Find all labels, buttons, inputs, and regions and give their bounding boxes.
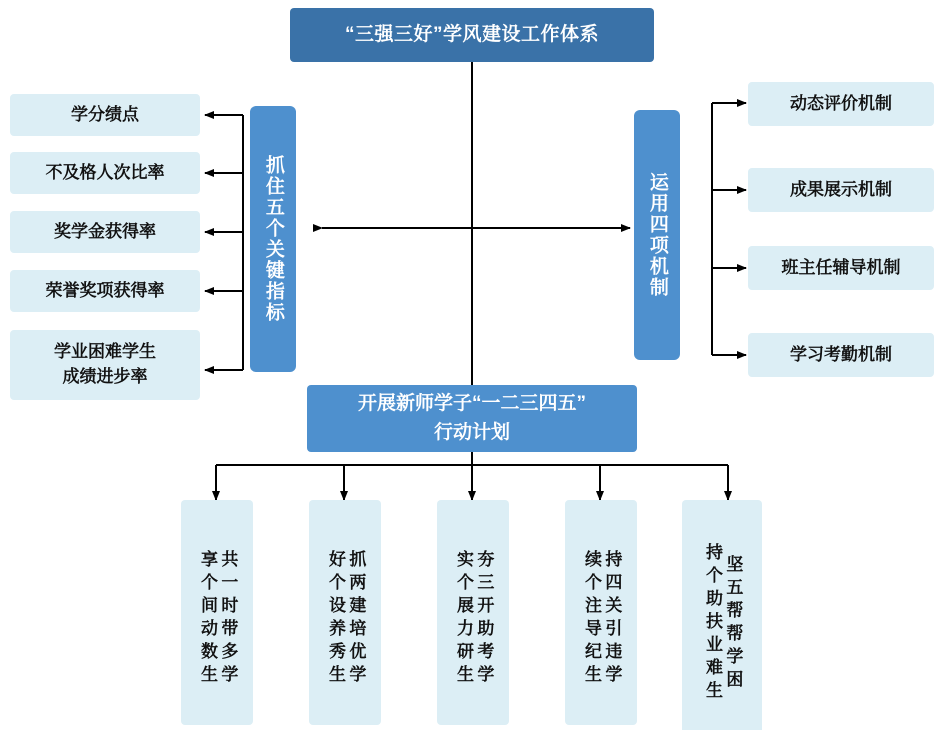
bottom-item-3 bbox=[565, 500, 637, 725]
bottom-item-2 bbox=[437, 500, 509, 725]
right-item-3: 学习考勤机制 bbox=[748, 333, 934, 377]
left-item-0: 学分绩点 bbox=[10, 94, 200, 136]
left-pillar-node: 抓住五个关键指标 bbox=[250, 106, 296, 372]
bottom-item-0-right: 共一时带多学 bbox=[218, 549, 238, 688]
right-pillar-node: 运用四项机制 bbox=[634, 110, 680, 360]
left-item-4-line1: 学业困难学生 bbox=[54, 342, 156, 362]
bottom-item-2-right: 夯三开助考学 bbox=[474, 549, 494, 688]
left-item-3: 荣誉奖项获得率 bbox=[10, 270, 200, 312]
left-item-1: 不及格人次比率 bbox=[10, 152, 200, 194]
bottom-item-2-left: 实个展力研生 bbox=[454, 549, 473, 688]
bottom-item-1-left: 好个设养秀生 bbox=[326, 549, 345, 688]
bottom-item-3-left: 续个注导纪生 bbox=[582, 549, 601, 688]
left-item-4 bbox=[10, 330, 200, 400]
right-item-1: 成果展示机制 bbox=[748, 168, 934, 212]
bottom-item-3-right: 持四关引违学 bbox=[602, 549, 622, 688]
bottom-item-4 bbox=[682, 500, 762, 730]
bottom-item-4-right: 坚五帮帮学困 bbox=[723, 554, 743, 693]
plan-line1: 开展新师学子“一二三四五” bbox=[357, 393, 586, 414]
bottom-item-4-left: 持个助扶业难生 bbox=[703, 543, 722, 704]
plan-line2: 行动计划 bbox=[433, 421, 510, 443]
right-item-0: 动态评价机制 bbox=[748, 82, 934, 126]
bottom-item-0 bbox=[181, 500, 253, 725]
bottom-item-0-left: 享个间动数生 bbox=[198, 549, 217, 688]
bottom-item-1-right: 抓两建培优学 bbox=[346, 549, 366, 688]
bottom-item-1 bbox=[309, 500, 381, 725]
left-item-2: 奖学金获得率 bbox=[10, 211, 200, 253]
plan-node bbox=[307, 385, 637, 452]
left-item-4-line2: 成绩进步率 bbox=[62, 367, 148, 386]
right-item-2: 班主任辅导机制 bbox=[748, 246, 934, 290]
root-node: “三强三好”学风建设工作体系 bbox=[290, 8, 654, 62]
